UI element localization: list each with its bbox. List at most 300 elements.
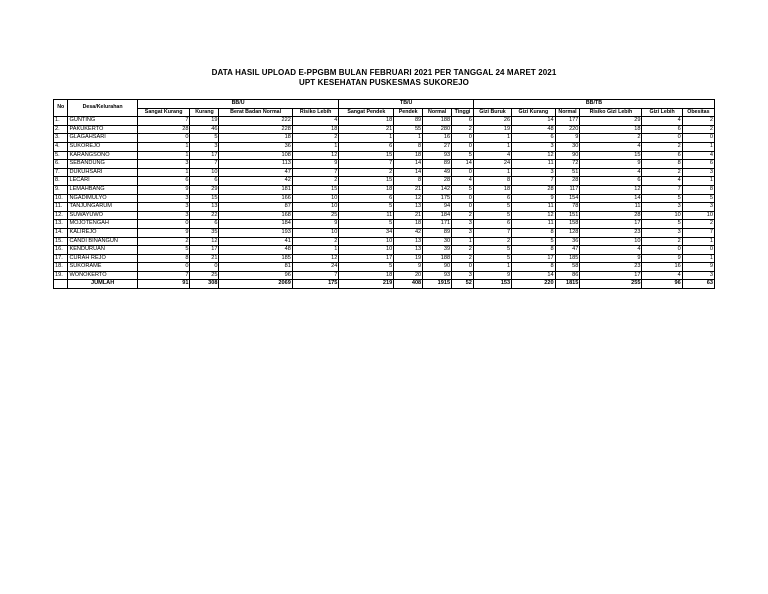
row-number: 17. — [54, 254, 68, 263]
value-cell: 3 — [682, 271, 714, 280]
village-name: CURAH REJO — [68, 254, 137, 263]
table-row — [54, 220, 715, 229]
value-cell: 1 — [682, 177, 714, 186]
value-cell: 12 — [512, 211, 555, 220]
value-cell: 11 — [512, 203, 555, 212]
header-bbu-1: Kurang — [190, 108, 219, 117]
value-cell: 35 — [190, 228, 219, 237]
value-cell: 3 — [682, 203, 714, 212]
row-number: 1. — [54, 117, 68, 126]
value-cell: 181 — [219, 185, 292, 194]
row-number: 3. — [54, 134, 68, 143]
value-cell: 0 — [137, 263, 190, 272]
value-cell: 13 — [394, 203, 423, 212]
value-cell: 177 — [555, 117, 580, 126]
value-cell: 3 — [137, 160, 190, 169]
value-cell: 18 — [473, 185, 511, 194]
value-cell: 47 — [555, 246, 580, 255]
value-cell: 5 — [452, 151, 474, 160]
village-name: KARANGSONO — [68, 151, 137, 160]
value-cell: 94 — [423, 203, 452, 212]
value-cell: 15 — [339, 151, 394, 160]
value-cell: 0 — [682, 246, 714, 255]
value-cell: 14 — [394, 160, 423, 169]
table-row — [54, 142, 715, 151]
value-cell: 5 — [473, 254, 511, 263]
total-value-cell: 52 — [452, 280, 474, 289]
total-value-cell: 308 — [190, 280, 219, 289]
value-cell: 6 — [137, 177, 190, 186]
value-cell: 7 — [642, 185, 682, 194]
value-cell: 166 — [219, 194, 292, 203]
report-subtitle: UPT KESEHATAN PUSKESMAS SUKOREJO — [298, 78, 470, 87]
value-cell: 2 — [137, 237, 190, 246]
value-cell: 1 — [682, 142, 714, 151]
village-name: SEBANDUNG — [68, 160, 137, 169]
data-table — [53, 99, 715, 289]
value-cell: 2 — [452, 246, 474, 255]
value-cell: 17 — [580, 271, 642, 280]
value-cell: 28 — [580, 211, 642, 220]
value-cell: 10 — [339, 246, 394, 255]
village-name: LEMAHBANG — [68, 185, 137, 194]
value-cell: 2 — [452, 125, 474, 134]
value-cell: 12 — [190, 237, 219, 246]
header-bbtb-5: Obesitas — [682, 108, 714, 117]
value-cell: 7 — [190, 160, 219, 169]
value-cell: 0 — [682, 134, 714, 143]
value-cell: 29 — [580, 117, 642, 126]
value-cell: 24 — [473, 160, 511, 169]
value-cell: 6 — [339, 194, 394, 203]
value-cell: 36 — [219, 142, 292, 151]
value-cell: 0 — [452, 134, 474, 143]
row-number: 13. — [54, 220, 68, 229]
value-cell: 18 — [394, 220, 423, 229]
table-row — [54, 134, 715, 143]
value-cell: 15 — [190, 194, 219, 203]
value-cell: 36 — [555, 237, 580, 246]
value-cell: 12 — [292, 254, 339, 263]
value-cell: 89 — [394, 117, 423, 126]
value-cell: 185 — [555, 254, 580, 263]
value-cell: 5 — [512, 237, 555, 246]
village-name: KALIREJO — [68, 228, 137, 237]
row-number: 6. — [54, 160, 68, 169]
value-cell: 1 — [137, 142, 190, 151]
value-cell: 93 — [423, 151, 452, 160]
value-cell: 16 — [642, 263, 682, 272]
value-cell: 11 — [580, 203, 642, 212]
value-cell: 9 — [682, 263, 714, 272]
table-row — [54, 271, 715, 280]
total-value-cell: 2069 — [219, 280, 292, 289]
value-cell: 175 — [423, 194, 452, 203]
value-cell: 4 — [292, 117, 339, 126]
value-cell: 12 — [394, 194, 423, 203]
value-cell: 2 — [473, 237, 511, 246]
value-cell: 8 — [137, 254, 190, 263]
row-number: 15. — [54, 237, 68, 246]
table-row — [54, 194, 715, 203]
value-cell: 3 — [642, 203, 682, 212]
village-name: SUWAYUWO — [68, 211, 137, 220]
value-cell: 7 — [473, 228, 511, 237]
value-cell: 90 — [555, 151, 580, 160]
value-cell: 168 — [219, 211, 292, 220]
total-label: JUMLAH — [68, 280, 137, 289]
value-cell: 9 — [580, 160, 642, 169]
value-cell: 1 — [682, 254, 714, 263]
village-name: CANDI BINANGUN — [68, 237, 137, 246]
row-number: 16. — [54, 246, 68, 255]
value-cell: 184 — [219, 220, 292, 229]
value-cell: 10 — [682, 211, 714, 220]
value-cell: 10 — [339, 237, 394, 246]
value-cell: 1 — [452, 237, 474, 246]
value-cell: 89 — [423, 160, 452, 169]
value-cell: 47 — [219, 168, 292, 177]
value-cell: 6 — [682, 160, 714, 169]
table-row — [54, 125, 715, 134]
header-tbu-1: Pendek — [394, 108, 423, 117]
value-cell: 28 — [555, 177, 580, 186]
report-title: DATA HASIL UPLOAD E-PPGBM BULAN FEBRUARI 2021 PER TANGGAL 24 MARET 2021 — [211, 68, 557, 77]
value-cell: 18 — [339, 185, 394, 194]
value-cell: 5 — [473, 211, 511, 220]
value-cell: 3 — [137, 203, 190, 212]
value-cell: 5 — [339, 203, 394, 212]
village-name: NGADIMULYO — [68, 194, 137, 203]
value-cell: 10 — [292, 228, 339, 237]
value-cell: 142 — [423, 185, 452, 194]
header-bbtb-0: Gizi Buruk — [473, 108, 511, 117]
value-cell: 1 — [682, 237, 714, 246]
value-cell: 117 — [555, 185, 580, 194]
value-cell: 12 — [292, 151, 339, 160]
village-name: DUKUHSARI — [68, 168, 137, 177]
value-cell: 4 — [580, 246, 642, 255]
table-row — [54, 263, 715, 272]
value-cell: 158 — [555, 220, 580, 229]
value-cell: 3 — [190, 142, 219, 151]
value-cell: 18 — [339, 117, 394, 126]
value-cell: 17 — [190, 246, 219, 255]
total-value-cell: 219 — [339, 280, 394, 289]
value-cell: 8 — [512, 228, 555, 237]
value-cell: 280 — [423, 125, 452, 134]
value-cell: 2 — [452, 211, 474, 220]
value-cell: 78 — [555, 203, 580, 212]
total-value-cell: 1915 — [423, 280, 452, 289]
value-cell: 30 — [555, 142, 580, 151]
value-cell: 5 — [452, 185, 474, 194]
total-value-cell: 255 — [580, 280, 642, 289]
value-cell: 27 — [423, 142, 452, 151]
value-cell: 5 — [473, 246, 511, 255]
value-cell: 6 — [642, 125, 682, 134]
value-cell: 0 — [642, 246, 682, 255]
value-cell: 6 — [473, 194, 511, 203]
table-row — [54, 160, 715, 169]
value-cell: 2 — [682, 125, 714, 134]
value-cell: 7 — [292, 271, 339, 280]
value-cell: 81 — [219, 263, 292, 272]
value-cell: 0 — [452, 168, 474, 177]
value-cell: 4 — [473, 151, 511, 160]
value-cell: 2 — [452, 254, 474, 263]
value-cell: 21 — [394, 211, 423, 220]
value-cell: 86 — [555, 271, 580, 280]
value-cell: 72 — [555, 160, 580, 169]
value-cell: 151 — [555, 211, 580, 220]
value-cell: 9 — [512, 194, 555, 203]
value-cell: 0 — [452, 194, 474, 203]
value-cell: 23 — [580, 263, 642, 272]
value-cell: 128 — [555, 228, 580, 237]
table-row — [54, 117, 715, 126]
row-number: 7. — [54, 168, 68, 177]
row-number: 4. — [54, 142, 68, 151]
value-cell: 25 — [190, 271, 219, 280]
village-name: SUKORAME — [68, 263, 137, 272]
value-cell: 8 — [473, 177, 511, 186]
value-cell: 154 — [555, 194, 580, 203]
value-cell: 15 — [580, 151, 642, 160]
value-cell: 6 — [339, 142, 394, 151]
header-tbu-0: Sangat Pendek — [339, 108, 394, 117]
row-number: 8. — [54, 177, 68, 186]
header-bbu-0: Sangat Kurang — [137, 108, 190, 117]
village-name: GUNTING — [68, 117, 137, 126]
village-name: SUKOREJO — [68, 142, 137, 151]
value-cell: 0 — [452, 142, 474, 151]
value-cell: 14 — [394, 168, 423, 177]
value-cell: 21 — [394, 185, 423, 194]
value-cell: 8 — [512, 246, 555, 255]
value-cell: 17 — [190, 151, 219, 160]
table-row — [54, 151, 715, 160]
value-cell: 193 — [219, 228, 292, 237]
value-cell: 26 — [473, 117, 511, 126]
village-name: GLAGAHSARI — [68, 134, 137, 143]
value-cell: 8 — [642, 160, 682, 169]
value-cell: 6 — [473, 220, 511, 229]
value-cell: 19 — [473, 125, 511, 134]
value-cell: 7 — [512, 177, 555, 186]
value-cell: 46 — [190, 125, 219, 134]
value-cell: 42 — [394, 228, 423, 237]
value-cell: 15 — [292, 185, 339, 194]
value-cell: 113 — [219, 160, 292, 169]
value-cell: 3 — [642, 228, 682, 237]
value-cell: 21 — [339, 125, 394, 134]
value-cell: 8 — [512, 263, 555, 272]
total-value-cell: 96 — [642, 280, 682, 289]
value-cell: 58 — [555, 263, 580, 272]
value-cell: 2 — [292, 177, 339, 186]
total-value-cell: 408 — [394, 280, 423, 289]
value-cell: 222 — [219, 117, 292, 126]
value-cell: 3 — [452, 228, 474, 237]
header-tbu-2: Normal — [423, 108, 452, 117]
value-cell: 1 — [394, 134, 423, 143]
value-cell: 228 — [219, 125, 292, 134]
value-cell: 4 — [642, 117, 682, 126]
value-cell: 108 — [219, 151, 292, 160]
value-cell: 3 — [512, 142, 555, 151]
header-bbtb-2: Normal — [555, 108, 580, 117]
value-cell: 18 — [292, 125, 339, 134]
village-name: PAKUKERTO — [68, 125, 137, 134]
value-cell: 7 — [137, 271, 190, 280]
value-cell: 13 — [394, 237, 423, 246]
header-row-sub — [54, 108, 715, 117]
value-cell: 9 — [642, 254, 682, 263]
value-cell: 9 — [394, 263, 423, 272]
value-cell: 5 — [190, 134, 219, 143]
table-row — [54, 185, 715, 194]
value-cell: 9 — [137, 185, 190, 194]
value-cell: 10 — [292, 203, 339, 212]
table-body — [54, 117, 715, 289]
table-row — [54, 168, 715, 177]
value-cell: 1 — [473, 263, 511, 272]
value-cell: 13 — [190, 203, 219, 212]
value-cell: 5 — [137, 246, 190, 255]
value-cell: 89 — [423, 228, 452, 237]
value-cell: 1 — [473, 142, 511, 151]
header-bbu-2: Berat Badan Normal — [219, 108, 292, 117]
value-cell: 9 — [137, 228, 190, 237]
value-cell: 21 — [190, 254, 219, 263]
value-cell: 17 — [580, 220, 642, 229]
value-cell: 22 — [190, 211, 219, 220]
value-cell: 6 — [190, 177, 219, 186]
header-bbu-3: Risiko Lebih — [292, 108, 339, 117]
value-cell: 2 — [580, 134, 642, 143]
value-cell: 2 — [292, 134, 339, 143]
table-row — [54, 246, 715, 255]
header-group-bbtb: BB/TB — [473, 100, 714, 109]
total-row — [54, 280, 715, 289]
value-cell: 4 — [642, 271, 682, 280]
value-cell: 9 — [292, 160, 339, 169]
header-bbtb-4: Gizi Lebih — [642, 108, 682, 117]
value-cell: 6 — [512, 134, 555, 143]
village-name: KENDURUAN — [68, 246, 137, 255]
value-cell: 2 — [292, 237, 339, 246]
value-cell: 12 — [580, 185, 642, 194]
value-cell: 34 — [339, 228, 394, 237]
value-cell: 20 — [394, 271, 423, 280]
value-cell: 7 — [292, 168, 339, 177]
table-row — [54, 237, 715, 246]
value-cell: 15 — [339, 177, 394, 186]
value-cell: 0 — [137, 134, 190, 143]
value-cell: 11 — [339, 211, 394, 220]
value-cell: 4 — [580, 142, 642, 151]
village-name: WONOKERTO — [68, 271, 137, 280]
header-bbtb-3: Risiko Gizi Lebih — [580, 108, 642, 117]
value-cell: 0 — [642, 134, 682, 143]
value-cell: 5 — [642, 194, 682, 203]
value-cell: 5 — [642, 220, 682, 229]
value-cell: 188 — [423, 117, 452, 126]
row-number: 18. — [54, 263, 68, 272]
value-cell: 5 — [682, 194, 714, 203]
value-cell: 5 — [339, 263, 394, 272]
value-cell: 3 — [452, 220, 474, 229]
value-cell: 10 — [292, 194, 339, 203]
value-cell: 6 — [580, 177, 642, 186]
value-cell: 3 — [137, 194, 190, 203]
value-cell: 16 — [423, 134, 452, 143]
header-desa: Desa/Kelurahan — [68, 100, 137, 117]
value-cell: 6 — [452, 117, 474, 126]
value-cell: 220 — [555, 125, 580, 134]
value-cell: 10 — [642, 211, 682, 220]
value-cell: 1 — [473, 134, 511, 143]
value-cell: 18 — [219, 134, 292, 143]
value-cell: 8 — [394, 177, 423, 186]
value-cell: 55 — [394, 125, 423, 134]
value-cell: 2 — [642, 142, 682, 151]
value-cell: 185 — [219, 254, 292, 263]
total-value-cell: 220 — [512, 280, 555, 289]
total-value-cell: 1815 — [555, 280, 580, 289]
total-value-cell: 175 — [292, 280, 339, 289]
value-cell: 19 — [190, 117, 219, 126]
header-group-tbu: TB/U — [339, 100, 473, 109]
value-cell: 1 — [292, 142, 339, 151]
value-cell: 23 — [580, 228, 642, 237]
value-cell: 9 — [555, 134, 580, 143]
value-cell: 19 — [394, 254, 423, 263]
value-cell: 10 — [190, 168, 219, 177]
value-cell: 0 — [452, 203, 474, 212]
village-name: MOJOTENGAH — [68, 220, 137, 229]
value-cell: 6 — [642, 151, 682, 160]
value-cell: 13 — [394, 246, 423, 255]
header-no: No — [54, 100, 68, 117]
value-cell: 188 — [423, 254, 452, 263]
village-name: LECARI — [68, 177, 137, 186]
value-cell: 171 — [423, 220, 452, 229]
value-cell: 6 — [190, 220, 219, 229]
value-cell: 39 — [423, 246, 452, 255]
row-number: 10. — [54, 194, 68, 203]
value-cell: 14 — [580, 194, 642, 203]
value-cell: 0 — [190, 263, 219, 272]
value-cell: 29 — [190, 185, 219, 194]
row-number: 14. — [54, 228, 68, 237]
value-cell: 8 — [682, 185, 714, 194]
row-number: 11. — [54, 203, 68, 212]
row-number: 12. — [54, 211, 68, 220]
value-cell: 25 — [292, 211, 339, 220]
value-cell: 3 — [452, 271, 474, 280]
value-cell: 48 — [219, 246, 292, 255]
value-cell: 184 — [423, 211, 452, 220]
header-row-group — [54, 100, 715, 109]
value-cell: 7 — [682, 228, 714, 237]
value-cell: 10 — [580, 237, 642, 246]
value-cell: 9 — [473, 271, 511, 280]
value-cell: 4 — [642, 177, 682, 186]
value-cell: 1 — [292, 246, 339, 255]
value-cell: 4 — [682, 151, 714, 160]
